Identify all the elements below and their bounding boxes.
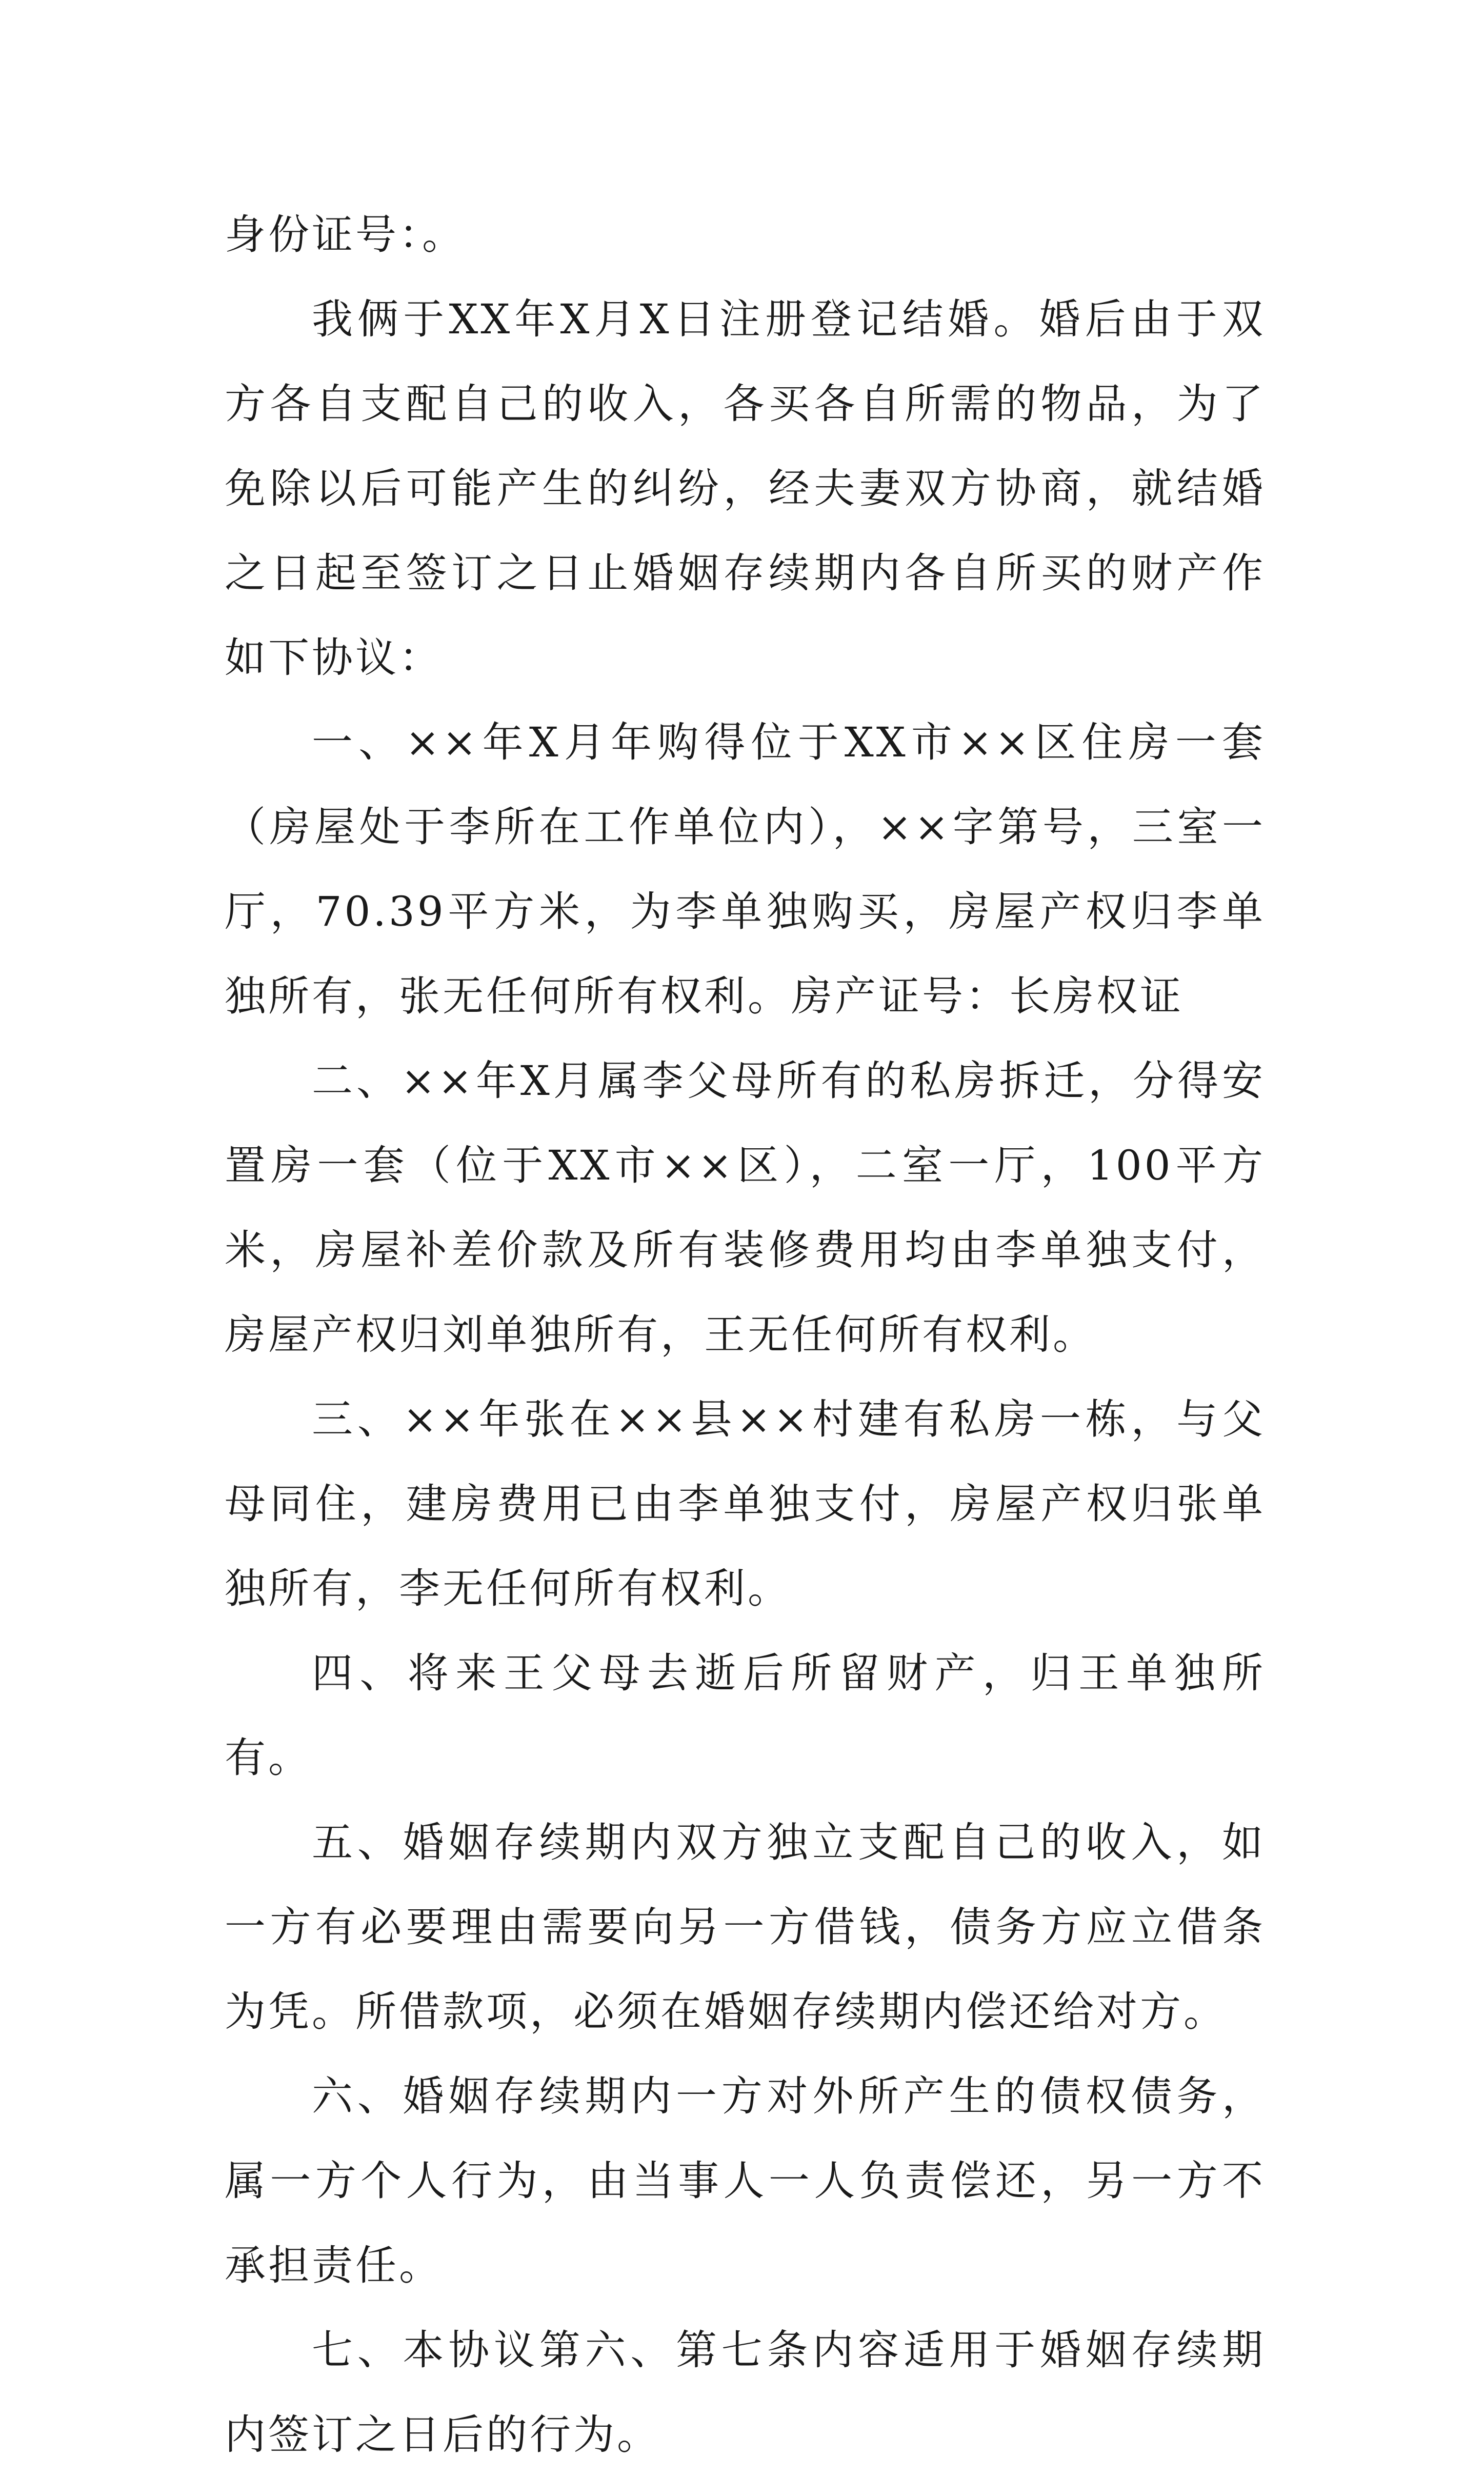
- paragraph-clause-3: 三、××年张在××县××村建有私房一栋，与父母同住，建房费用已由李单独支付，房屋产权归张单独所有，李无任何所有权利。: [225, 1395, 1266, 1612]
- paragraph-clause-1: 一、××年X月年购得位于XX市××区住房一套（房屋处于李所在工作单位内），××字第号，三室一厅，70.39平方米，为李单独购买，房屋产权归李单独所有，张无任何所有权利。房产证号：长房权证: [225, 718, 1266, 1020]
- paragraph-clause-7: 七、本协议第六、第七条内容适用于婚姻存续期内签订之日后的行为。: [225, 2326, 1266, 2459]
- paragraph-id-number: 身份证号：。: [225, 211, 466, 258]
- paragraph-clause-2: 二、××年X月属李父母所有的私房拆迁，分得安置房一套（位于XX市××区），二室一厅，100平方米，房屋补差价款及所有装修费用均由李单独支付，房屋产权归刘单独所有，王无任何所有权利。: [225, 1057, 1266, 1359]
- document-body: [225, 192, 1266, 2477]
- paragraph-clause-4: 四、将来王父母去逝后所留财产，归王单独所有。: [225, 1649, 1266, 1782]
- paragraph-clause-6: 六、婚姻存续期内一方对外所产生的债权债务，属一方个人行为，由当事人一人负责偿还，另一方不承担责任。: [225, 2072, 1266, 2289]
- paragraph-clause-5: 五、婚姻存续期内双方独立支配自己的收入，如一方有必要理由需要向另一方借钱，债务方应立借条为凭。所借款项，必须在婚姻存续期内偿还给对方。: [225, 1819, 1266, 2035]
- paragraph-marriage-intro: 我俩于XX年X月X日注册登记结婚。婚后由于双方各自支配自己的收入，各买各自所需的物品，为了免除以后可能产生的纠纷，经夫妻双方协商，就结婚之日起至签订之日止婚姻存续期内各自所买的财产作如下协议：: [225, 295, 1266, 682]
